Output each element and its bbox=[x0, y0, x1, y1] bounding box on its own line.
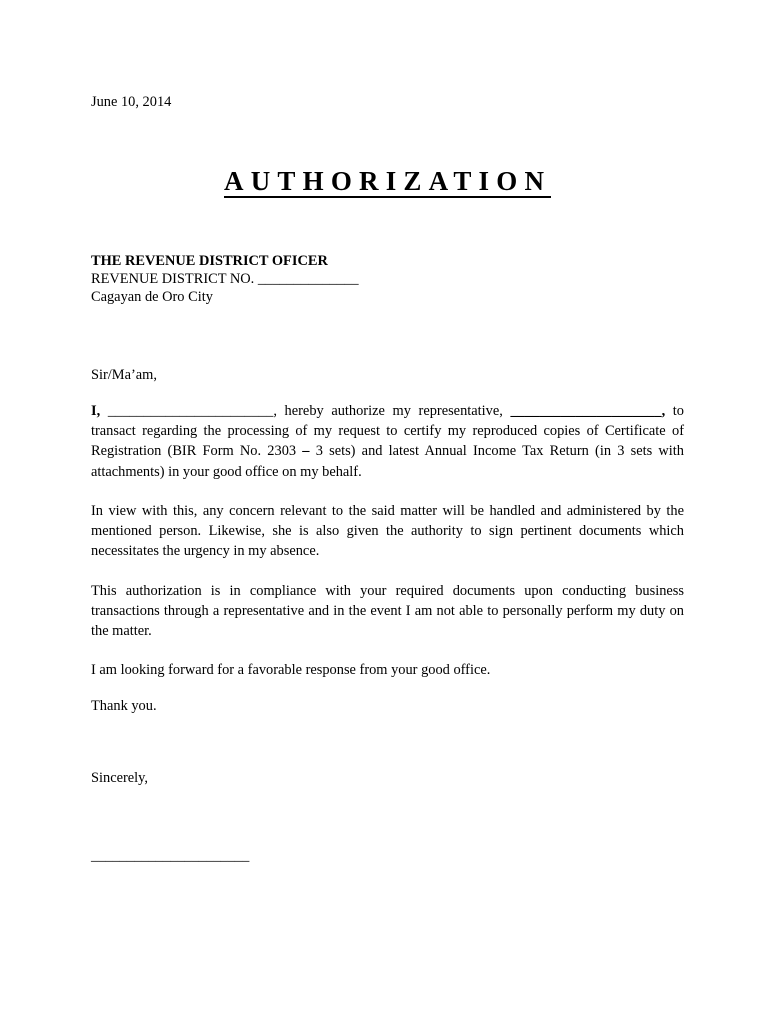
signature-line: ______________________ bbox=[91, 848, 250, 864]
addressee-block bbox=[91, 252, 359, 306]
thank-you: Thank you. bbox=[91, 698, 157, 714]
letter-date: June 10, 2014 bbox=[91, 94, 172, 110]
addressee-city: Cagayan de Oro City bbox=[91, 289, 213, 305]
addressee-district: REVENUE DISTRICT NO. ______________ bbox=[91, 271, 359, 287]
paragraph-compliance: This authorization is in compliance with your required documents upon conducting business transactions through a representative and in the event I am not able to personally perform my duty on the matter. bbox=[91, 583, 684, 640]
closing: Sincerely, bbox=[91, 770, 149, 786]
paragraph-concern: In view with this, any concern relevant to the said matter will be handled and administered by the mentioned person. Likewise, she is also given the authority to sign pertinent documents which necessitates the urgency in my absence. bbox=[91, 503, 684, 560]
paragraph-authorization bbox=[91, 401, 684, 482]
document-title bbox=[0, 164, 768, 198]
paragraph-part-1: _______________________, hereby authorize my representative, bbox=[100, 403, 511, 419]
paragraph-part-2: to transact regarding the processing of my request to certify my reproduced copies of Certificate of Registration (BIR Form No. 2303 bbox=[91, 403, 684, 460]
document-title-text: AUTHORIZATION bbox=[224, 166, 552, 196]
representative-blank: _____________________, bbox=[510, 403, 666, 419]
paragraph-dash: – bbox=[302, 443, 310, 460]
salutation: Sir/Ma’am, bbox=[91, 367, 157, 383]
paragraph-i-text: I, bbox=[91, 403, 101, 419]
paragraph-looking-forward: I am looking forward for a favorable response from your good office. bbox=[91, 662, 491, 678]
addressee-name: THE REVENUE DISTRICT OFICER bbox=[91, 253, 328, 269]
paragraph-part-3: 3 sets) and latest Annual Income Tax Return (in 3 sets with attachments) in your good office on my behalf. bbox=[91, 443, 684, 480]
